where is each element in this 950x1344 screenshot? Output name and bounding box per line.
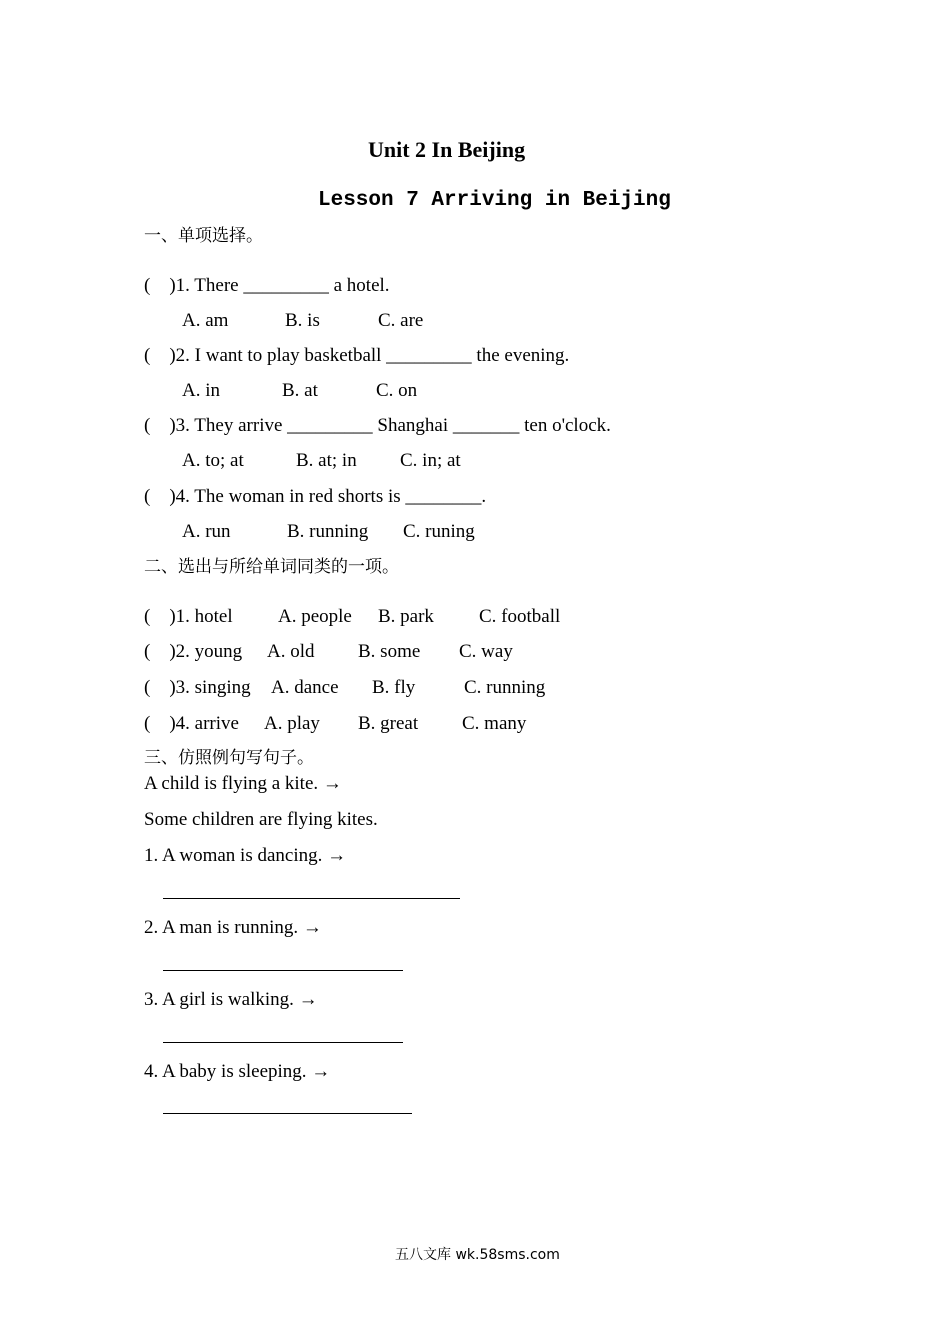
s2-question-3: ( )3. singing [144, 677, 251, 698]
s1-q1-option-b: B. is [285, 310, 320, 331]
s1-q4-option-c: C. runing [403, 521, 475, 542]
section1-heading: 一、单项选择。 [144, 226, 263, 246]
s1-question-4: ( )4. The woman in red shorts is ________. [144, 486, 487, 507]
s3-item-1: 1. A woman is dancing. → [144, 845, 347, 866]
s1-q2-option-a: A. in [182, 380, 220, 401]
s1-q2-option-b: B. at [282, 380, 318, 401]
section3-heading: 三、仿照例句写句子。 [144, 748, 314, 768]
s1-q1-option-c: C. are [378, 310, 424, 331]
s1-q3-option-c: C. in; at [400, 450, 461, 471]
s2-q2-option-a: A. old [267, 641, 315, 662]
s1-q1-option-a: A. am [182, 310, 229, 331]
s2-q3-option-b: B. fly [372, 677, 416, 698]
answer-line-2[interactable] [163, 970, 403, 971]
lesson-title: Lesson 7 Arriving in Beijing [318, 189, 671, 212]
s2-q1-option-b: B. park [378, 606, 434, 627]
example-answer: Some children are flying kites. [144, 809, 378, 830]
s2-q3-option-c: C. running [464, 677, 546, 698]
s1-question-3: ( )3. They arrive _________ Shanghai _______ ten o'clock. [144, 415, 611, 436]
footer-watermark: 五八文库 wk.58sms.com [395, 1247, 560, 1263]
page-title: Unit 2 In Beijing [368, 137, 526, 162]
s2-question-1: ( )1. hotel [144, 606, 233, 627]
example-sentence: A child is flying a kite. → [144, 773, 342, 794]
answer-line-4[interactable] [163, 1113, 412, 1114]
s3-item-2: 2. A man is running. → [144, 917, 322, 938]
section2-heading: 二、选出与所给单词同类的一项。 [144, 557, 399, 577]
answer-line-3[interactable] [163, 1042, 403, 1043]
s2-q4-option-a: A. play [264, 713, 320, 734]
s2-q1-option-a: A. people [278, 606, 352, 627]
s1-q3-option-b: B. at; in [296, 450, 357, 471]
s1-question-1: ( )1. There _________ a hotel. [144, 275, 390, 296]
answer-line-1[interactable] [163, 898, 460, 899]
s3-item-4: 4. A baby is sleeping. → [144, 1061, 331, 1082]
s2-q3-option-a: A. dance [271, 677, 339, 698]
s1-q4-option-a: A. run [182, 521, 231, 542]
s2-question-4: ( )4. arrive [144, 713, 239, 734]
s1-q4-option-b: B. running [287, 521, 369, 542]
s2-q2-option-b: B. some [358, 641, 421, 662]
s2-q4-option-b: B. great [358, 713, 419, 734]
s3-item-3: 3. A girl is walking. → [144, 989, 318, 1010]
s1-question-2: ( )2. I want to play basketball _________ the evening. [144, 345, 570, 366]
s2-q4-option-c: C. many [462, 713, 527, 734]
s1-q3-option-a: A. to; at [182, 450, 244, 471]
s2-q1-option-c: C. football [479, 606, 561, 627]
s2-question-2: ( )2. young [144, 641, 243, 662]
s1-q2-option-c: C. on [376, 380, 418, 401]
s2-q2-option-c: C. way [459, 641, 513, 662]
